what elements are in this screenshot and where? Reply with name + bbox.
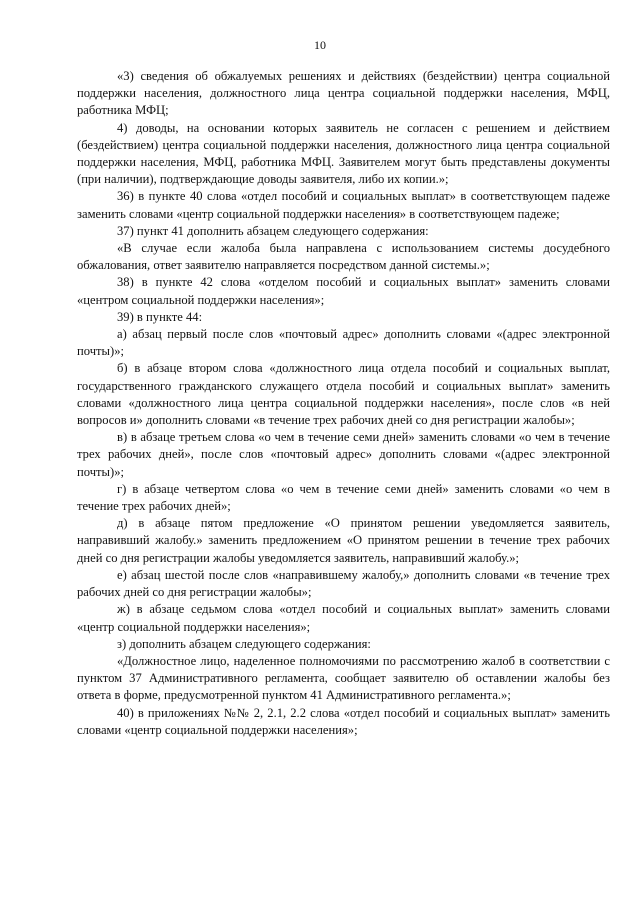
paragraph-subitem-a: а) абзац первый после слов «почтовый адрес» дополнить словами «(адрес электронной почты)»; bbox=[77, 327, 610, 359]
paragraph-quote-44: «Должностное лицо, наделенное полномочиями по рассмотрению жалоб в соответствии с пунктом 37 Административного регламента, сообщает заявителю об оставлении жалобы без ответа в форме, предусмотренной пунктом 41 Административного регламента.»; bbox=[77, 653, 610, 703]
paragraph-item-40: 40) в приложениях №№ 2, 2.1, 2.2 слова «отдел пособий и социальных выплат» заменить словами «центр социальной поддержки населения»; bbox=[77, 705, 610, 737]
paragraph-subitem-d: д) в абзаце пятом предложение «О принятом решении уведомляется заявитель, направивший жалобу.» заменить предложением «О принятом решении в течение трех рабочих дней со дня регистрации жалобы уведомляется заявитель, направивший жалобу.»; bbox=[77, 516, 610, 565]
paragraph-item-39: 39) в пункте 44: bbox=[117, 309, 203, 324]
paragraph-item-37: 37) пункт 41 дополнить абзацем следующего содержания: bbox=[117, 223, 429, 238]
paragraph-quote-37: «В случае если жалоба была направлена с использованием системы досудебного обжалования, ответ заявителю направляется посредством данной системы.»; bbox=[77, 241, 610, 273]
paragraph-item-3: «3) сведения об обжалуемых решениях и действиях (бездействии) центра социальной поддержки населения, должностного лица центра социальной поддержки населения, МФЦ, работника МФЦ; bbox=[77, 69, 610, 118]
paragraph-item-36: 36) в пункте 40 слова «отдел пособий и социальных выплат» в соответствующем падеже заменить словами «центр социальной поддержки населения» в соответствующем падеже; bbox=[77, 189, 610, 221]
paragraph-subitem-v: в) в абзаце третьем слова «о чем в течение семи дней» заменить словами «о чем в течение трех рабочих дней», после слов «почтовый адрес» дополнить словами «(адрес электронной почты)»; bbox=[77, 430, 610, 479]
paragraph-subitem-e: е) абзац шестой после слов «направившему жалобу,» дополнить словами «в течение трех рабочих дней со дня регистрации жалобы»; bbox=[77, 567, 610, 600]
paragraph-subitem-zh: ж) в абзаце седьмом слова «отдел пособий и социальных выплат» заменить словами «центр социальной поддержки населения»; bbox=[77, 602, 610, 634]
paragraph-subitem-g: г) в абзаце четвертом слова «о чем в течение семи дней» заменить словами «о чем в течение трех рабочих дней»; bbox=[77, 481, 610, 514]
paragraph-subitem-z: з) дополнить абзацем следующего содержания: bbox=[117, 636, 371, 651]
paragraph-subitem-b: б) в абзаце втором слова «должностного лица отдела пособий и социальных выплат, государственного гражданского служащего отдела пособий и социальных выплат» заменить словами «должностного лица центра социальной поддержки населения», после слов «в ней вопросов и» дополнить словами «в течение трех рабочих дней со дня регистрации жалобы»; bbox=[77, 361, 610, 428]
paragraph-item-38: 38) в пункте 42 слова «отделом пособий и социальных выплат» заменить словами «центром социальной поддержки населения»; bbox=[77, 275, 610, 307]
document-body bbox=[77, 68, 610, 739]
paragraph-item-4: 4) доводы, на основании которых заявитель не согласен с решением и действием (бездействием) центра социальной поддержки населения, должностного лица центра социальной поддержки населения, МФЦ, работника МФЦ. Заявителем могут быть представлены документы (при наличии), подтверждающие доводы заявителя, либо их копии.»; bbox=[77, 120, 610, 187]
page-number: 10 bbox=[314, 38, 326, 52]
